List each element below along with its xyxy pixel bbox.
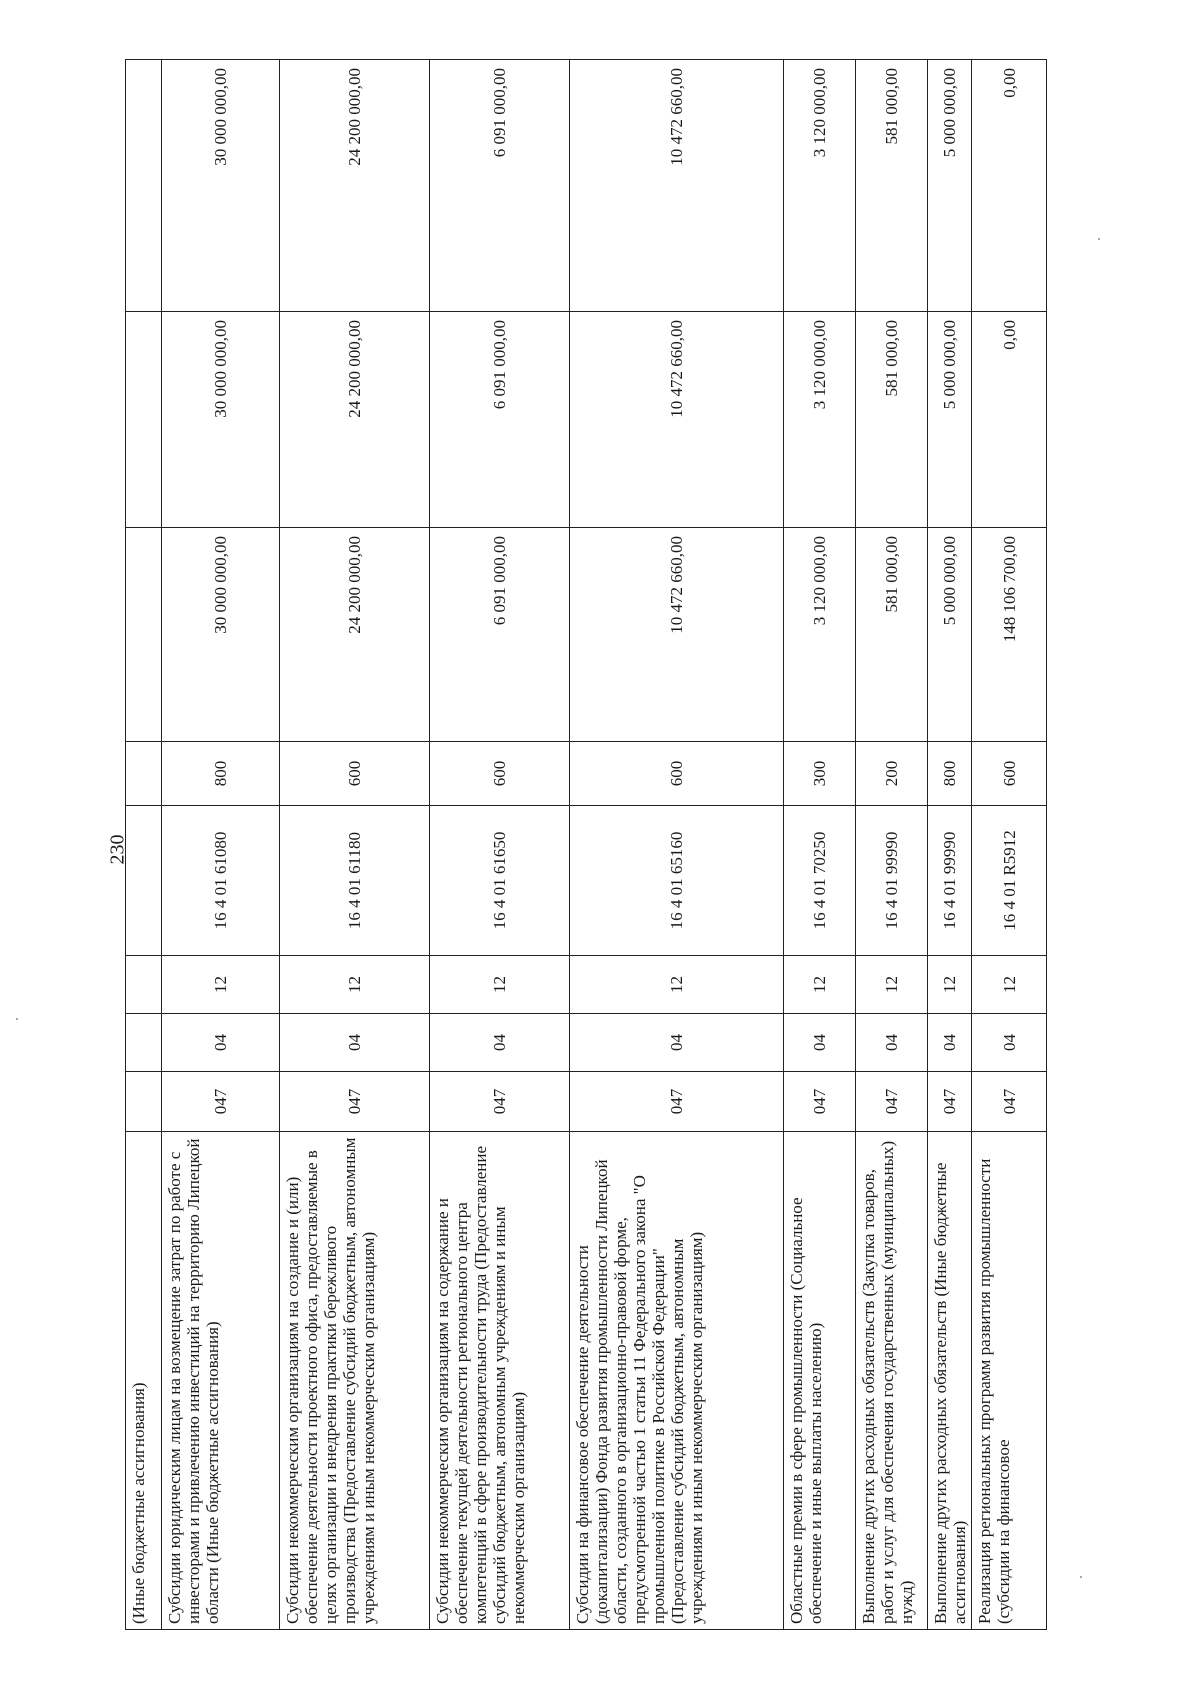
section-code-cell: 04 <box>784 1014 856 1072</box>
amount-year3-cell: 3 120 000,00 <box>784 60 856 312</box>
section-code-cell <box>126 1014 162 1072</box>
table-row <box>784 60 856 1630</box>
amount-year3-cell: 5 000 000,00 <box>928 60 972 312</box>
amount-year3-cell: 0,00 <box>972 60 1047 312</box>
target-article-cell: 16 4 01 70250 <box>784 806 856 956</box>
section-code-cell: 04 <box>928 1014 972 1072</box>
expense-name-cell: Субсидии на финансовое обеспечение деятельности (докапитализации) Фонда развития промышленности Липецкой области, созданного в организационно-правовой форме, предусмотренной частью 1 статьи 11 Федерального закона "О промышленной политике в Российской Федерации" (Предоставление субсидий бюджетным, автономным учреждениям и иным некоммерческим организациям) <box>570 1132 784 1630</box>
subsection-code-cell: 12 <box>856 956 928 1014</box>
target-article-cell: 16 4 01 99990 <box>856 806 928 956</box>
expense-type-cell: 200 <box>856 742 928 806</box>
expense-name-cell: Субсидии некоммерческим организациям на содержание и обеспечение текущей деятельности регионального центра компетенций в сфере производительности труда (Предоставление субсидий бюджетным, автономным учреждениям и иным некоммерческим организациям) <box>430 1132 570 1630</box>
amount-year1-cell: 10 472 660,00 <box>570 528 784 742</box>
amount-year2-cell <box>126 312 162 528</box>
page-number: 230 <box>106 834 129 865</box>
table-row <box>162 60 280 1630</box>
table-row <box>126 60 162 1630</box>
expense-type-cell: 800 <box>928 742 972 806</box>
target-article-cell: 16 4 01 99990 <box>928 806 972 956</box>
amount-year2-cell: 10 472 660,00 <box>570 312 784 528</box>
amount-year1-cell: 30 000 000,00 <box>162 528 280 742</box>
amount-year1-cell: 24 200 000,00 <box>280 528 430 742</box>
grbs-code-cell: 047 <box>280 1072 430 1132</box>
amount-year3-cell <box>126 60 162 312</box>
subsection-code-cell: 12 <box>972 956 1047 1014</box>
amount-year2-cell: 581 000,00 <box>856 312 928 528</box>
expense-type-cell: 300 <box>784 742 856 806</box>
section-code-cell: 04 <box>856 1014 928 1072</box>
amount-year1-cell: 6 091 000,00 <box>430 528 570 742</box>
section-code-cell: 04 <box>430 1014 570 1072</box>
subsection-code-cell <box>126 956 162 1014</box>
amount-year2-cell: 3 120 000,00 <box>784 312 856 528</box>
grbs-code-cell: 047 <box>856 1072 928 1132</box>
target-article-cell <box>126 806 162 956</box>
amount-year1-cell <box>126 528 162 742</box>
table-row <box>972 60 1047 1630</box>
target-article-cell: 16 4 01 61080 <box>162 806 280 956</box>
table-row <box>570 60 784 1630</box>
amount-year2-cell: 24 200 000,00 <box>280 312 430 528</box>
budget-table <box>125 59 1047 1630</box>
expense-name-cell: Выполнение других расходных обязательств (Иные бюджетные ассигнования) <box>928 1132 972 1630</box>
budget-table-container <box>125 60 1040 1630</box>
amount-year1-cell: 3 120 000,00 <box>784 528 856 742</box>
expense-type-cell: 600 <box>280 742 430 806</box>
subsection-code-cell: 12 <box>570 956 784 1014</box>
section-code-cell: 04 <box>972 1014 1047 1072</box>
amount-year3-cell: 30 000 000,00 <box>162 60 280 312</box>
subsection-code-cell: 12 <box>784 956 856 1014</box>
amount-year3-cell: 10 472 660,00 <box>570 60 784 312</box>
grbs-code-cell: 047 <box>570 1072 784 1132</box>
scan-speck <box>1080 1576 1082 1578</box>
table-row <box>430 60 570 1630</box>
grbs-code-cell: 047 <box>972 1072 1047 1132</box>
target-article-cell: 16 4 01 61180 <box>280 806 430 956</box>
amount-year1-cell: 581 000,00 <box>856 528 928 742</box>
section-code-cell: 04 <box>280 1014 430 1072</box>
amount-year2-cell: 30 000 000,00 <box>162 312 280 528</box>
expense-name-cell: Субсидии юридическим лицам на возмещение затрат по работе с инвесторами и привлечению инвестиций на территорию Липецкой области (Иные бюджетные ассигнования) <box>162 1132 280 1630</box>
subsection-code-cell: 12 <box>162 956 280 1014</box>
expense-name-cell: Субсидии некоммерческим организациям на создание и (или) обеспечение деятельности проектного офиса, предоставляемые в целях организации и внедрения практики бережливого производства (Предоставление субсидий бюджетным, автономным учреждениям и иным некоммерческим организациям) <box>280 1132 430 1630</box>
subsection-code-cell: 12 <box>928 956 972 1014</box>
amount-year3-cell: 581 000,00 <box>856 60 928 312</box>
table-row <box>280 60 430 1630</box>
expense-name-cell: Реализация региональных программ развития промышленности (субсидии на финансовое <box>972 1132 1047 1630</box>
subsection-code-cell: 12 <box>430 956 570 1014</box>
expense-type-cell: 600 <box>972 742 1047 806</box>
target-article-cell: 16 4 01 R5912 <box>972 806 1047 956</box>
section-code-cell: 04 <box>162 1014 280 1072</box>
scan-speck <box>16 1018 18 1020</box>
expense-name-cell: Выполнение других расходных обязательств (Закупка товаров, работ и услуг для обеспечения государственных (муниципальных) нужд) <box>856 1132 928 1630</box>
section-code-cell: 04 <box>570 1014 784 1072</box>
expense-name-cell: (Иные бюджетные ассигнования) <box>126 1132 162 1630</box>
scan-speck <box>1098 238 1100 240</box>
amount-year1-cell: 5 000 000,00 <box>928 528 972 742</box>
amount-year2-cell: 5 000 000,00 <box>928 312 972 528</box>
grbs-code-cell: 047 <box>784 1072 856 1132</box>
expense-name-cell: Областные премии в сфере промышленности (Социальное обеспечение и иные выплаты населению) <box>784 1132 856 1630</box>
expense-type-cell: 600 <box>430 742 570 806</box>
subsection-code-cell: 12 <box>280 956 430 1014</box>
grbs-code-cell: 047 <box>430 1072 570 1132</box>
grbs-code-cell: 047 <box>162 1072 280 1132</box>
amount-year2-cell: 0,00 <box>972 312 1047 528</box>
expense-type-cell <box>126 742 162 806</box>
amount-year2-cell: 6 091 000,00 <box>430 312 570 528</box>
grbs-code-cell: 047 <box>928 1072 972 1132</box>
table-row <box>856 60 928 1630</box>
grbs-code-cell <box>126 1072 162 1132</box>
target-article-cell: 16 4 01 61650 <box>430 806 570 956</box>
expense-type-cell: 800 <box>162 742 280 806</box>
amount-year3-cell: 6 091 000,00 <box>430 60 570 312</box>
expense-type-cell: 600 <box>570 742 784 806</box>
amount-year1-cell: 148 106 700,00 <box>972 528 1047 742</box>
amount-year3-cell: 24 200 000,00 <box>280 60 430 312</box>
target-article-cell: 16 4 01 65160 <box>570 806 784 956</box>
table-row <box>928 60 972 1630</box>
